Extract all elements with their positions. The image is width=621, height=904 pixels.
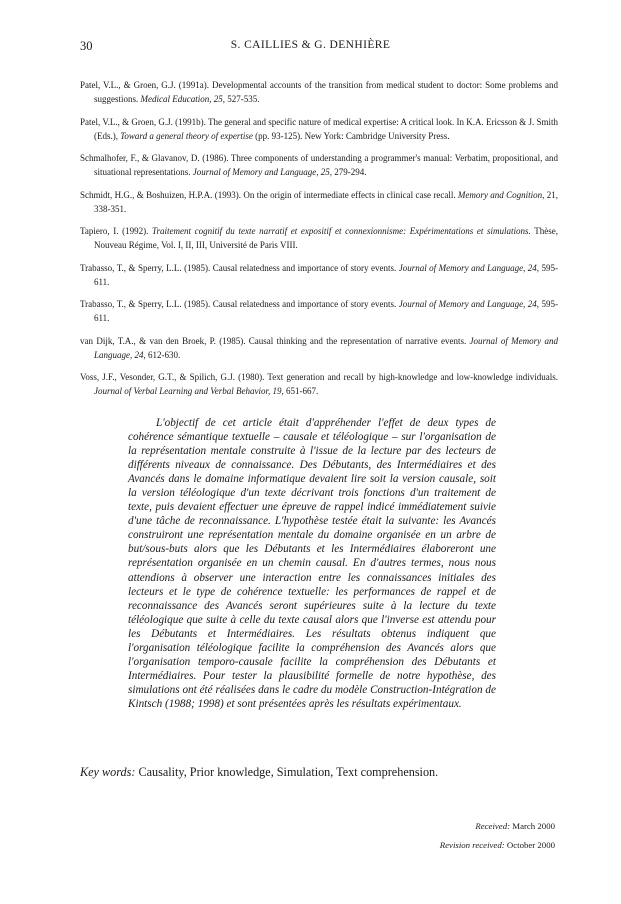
abstract: L'objectif de cet article était d'appréhender l'effet de deux types de cohérence sémantique textuelle – causale et téléologique – sur l'organisation de la représentation mentale construite à l'issue de la lecture par des lecteurs de différents niveaux de connaissance. Des Débutants, des Intermédiaires et des Avancés dans le domaine informatique devaient lire soit la version causale, soit la version téléologique d'un texte décrivant trois fonctions d'un traitement de texte, puis devaient effectuer une épreuve de rappel indicé immédiatement suivie d'une tâche de reconnaissance. L'hypothèse testée était la suivante: les Avancés construiront une représentation mentale du domaine organisée en un arbre de but/sous-buts alors que les Débutants et les Intermédiaires élaboreront une représentation organisée en un chemin causal. En d'autres termes, nous nous attendions à observer une interaction entre les connaissances initiales des lecteurs et le type de cohérence textuelle: les performances de rappel et de reconnaissance des Avancés seront supérieures suite à la lecture du texte téléologique que suite à celle du texte causal alors que l'inverse est attendu pour les Débutants et Intermédiaires. Les résultats obtenus indiquent que l'organisation téléologique facilite la compréhension des Avancés alors que l'organisation temporo-causale facilite la compréhension des Débutants et Intermédiaires. Pour tester la plausibilité formelle de notre hypothèse, des simulations ont été réalisées dans le cadre du modèle Construction-Intégration de Kintsch (1988; 1998) et sont présentées après les résultats expérimentaux.	[128, 417, 496, 710]
reference-pages: , 595-611.	[94, 262, 558, 287]
reference-source: Traitement cognitif du texte narratif et expositif et connexionnisme: Expérimentations et simulations.	[152, 226, 531, 236]
reference-pages: , 651-667.	[281, 386, 319, 396]
reference-item	[80, 261, 558, 289]
keywords-label: Key words:	[80, 765, 136, 779]
reference-pages: , 279-294.	[329, 167, 367, 177]
keywords-value: Causality, Prior knowledge, Simulation, Text comprehension.	[135, 765, 439, 779]
reference-item	[80, 188, 558, 216]
reference-source: Medical Education, 25	[140, 94, 223, 104]
reference-item	[80, 370, 558, 398]
reference-pages: , 527-535.	[222, 94, 260, 104]
page-number: 30	[80, 39, 93, 53]
reference-text: Schmidt, H.G., & Boshuizen, H.P.A. (1993). On the origin of intermediate effects in clinical case recall.	[80, 189, 458, 200]
reference-source: Memory and Cognition	[457, 189, 543, 200]
reference-source: Journal of Memory and Language, 24	[398, 299, 537, 309]
reference-source: Journal of Memory and Language, 24	[94, 335, 558, 360]
reference-item	[80, 224, 558, 252]
reference-text: Trabasso, T., & Sperry, L.L. (1985). Causal relatedness and importance of story events.	[80, 299, 399, 309]
revision-value: October 2000	[504, 840, 555, 850]
reference-pages: , 21, 338-351.	[94, 189, 558, 214]
reference-text: Schmalhofer, F., & Glavanov, D. (1986). Three components of understanding a programmer's manual: Verbatim, propositional, and situational representations.	[80, 153, 558, 177]
reference-pages: (pp. 93-125). New York: Cambridge University Press.	[252, 130, 450, 141]
received-value: March 2000	[510, 821, 555, 831]
revision-date	[440, 836, 555, 855]
reference-text: Tapiero, I. (1992).	[80, 226, 153, 236]
submission-dates	[440, 817, 555, 855]
reference-text: Patel, V.L., & Groen, G.J. (1991a). Developmental accounts of the transition from medical student to doctor: Some problems and suggestions.	[80, 80, 558, 104]
received-date	[440, 817, 555, 836]
reference-list	[80, 78, 558, 407]
reference-item	[80, 78, 558, 106]
reference-item	[80, 334, 558, 362]
received-label: Received:	[475, 821, 511, 831]
reference-text: Patel, V.L., & Groen, G.J. (1991b). The general and specific nature of medical expertise: A critical look. In K.A. Ericsson & J. Smith (Eds.),	[80, 116, 558, 141]
reference-text: van Dijk, T.A., & van den Broek, P. (1985). Causal thinking and the representation of narrative events.	[80, 335, 470, 346]
running-head: S. CAILLIES & G. DENHIÈRE	[230, 39, 391, 51]
reference-source: Journal of Memory and Language, 24	[398, 262, 537, 273]
reference-text: Trabasso, T., & Sperry, L.L. (1985). Causal relatedness and importance of story events.	[80, 262, 399, 273]
reference-item	[80, 151, 558, 179]
reference-source: Journal of Memory and Language, 25	[192, 167, 330, 177]
reference-source: Journal of Verbal Learning and Verbal Behavior, 19	[94, 386, 282, 396]
reference-source: Toward a general theory of expertise	[120, 130, 253, 141]
reference-pages: Thèse, Nouveau Régime, Vol. I, II, III, Université de Paris VIII.	[94, 226, 558, 250]
reference-item	[80, 115, 558, 143]
reference-item	[80, 297, 558, 325]
keywords	[80, 765, 438, 780]
reference-text: Voss, J.F., Vesonder, G.T., & Spilich, G.J. (1980). Text generation and recall by high-knowledge and low-knowledge individuals.	[80, 372, 558, 382]
reference-pages: , 612-630.	[143, 349, 181, 360]
reference-pages: , 595-611.	[94, 299, 558, 323]
revision-label: Revision received:	[439, 840, 505, 850]
